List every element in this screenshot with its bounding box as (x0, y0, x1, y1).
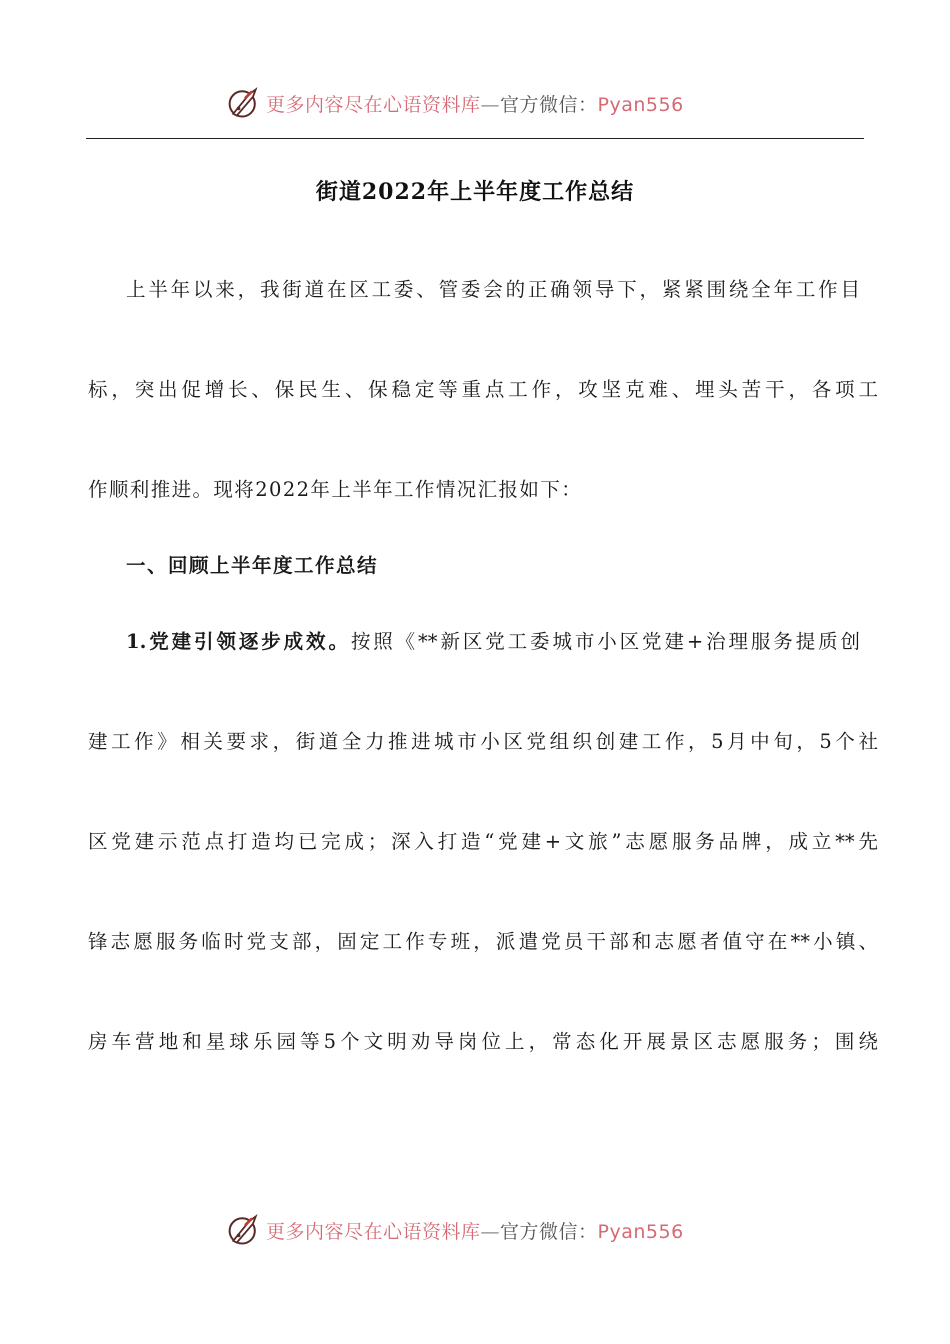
item1-line-1-text: 按照《**新区党工委城市小区党建+治理服务提质创 (350, 630, 860, 653)
item1-line-3: 区党建示范点打造均已完成；深入打造“党建+文旅”志愿服务品牌，成立**先 (88, 830, 878, 853)
banner-text (266, 90, 684, 117)
banner-content (226, 81, 684, 125)
section-heading: 一、回顾上半年度工作总结 (126, 554, 379, 577)
footer-wechat-label: 官方微信： (500, 1220, 598, 1243)
pen-nib-logo-icon (226, 85, 262, 121)
intro-line-3: 作顺利推进。现将2022年上半年工作情况汇报如下： (88, 478, 583, 501)
intro-line-1: 上半年以来，我街道在区工委、管委会的正确领导下，紧紧围绕全年工作目 (126, 278, 860, 301)
footer-banner-text (266, 1217, 684, 1244)
item1-line-4: 锋志愿服务临时党支部，固定工作专班，派遣党员干部和志愿者值守在**小镇、 (88, 930, 878, 953)
footer-banner-content (226, 1208, 684, 1252)
item1-line-1 (126, 626, 860, 654)
footer-site-name: 更多内容尽在心语资料库 (266, 1220, 481, 1243)
footer-wechat-id: Pyan556 (597, 1220, 684, 1243)
pen-nib-logo-icon (226, 1212, 262, 1248)
document-title: 街道2022年上半年度工作总结 (315, 179, 635, 205)
banner-wechat-id: Pyan556 (597, 93, 684, 116)
item1-lead: 1.党建引领逐步成效。 (126, 630, 351, 653)
footer-dash: — (480, 1220, 501, 1243)
header-banner (0, 81, 950, 125)
banner-dash: — (480, 93, 501, 116)
intro-line-2: 标，突出促增长、保民生、保稳定等重点工作，攻坚克难、埋头苦干，各项工 (88, 378, 878, 401)
footer-banner (0, 1208, 950, 1252)
item1-line-5: 房车营地和星球乐园等5个文明劝导岗位上，常态化开展景区志愿服务；围绕 (88, 1030, 878, 1053)
header-divider (86, 138, 864, 139)
item1-line-2: 建工作》相关要求，街道全力推进城市小区党组织创建工作，5月中旬，5个社 (88, 730, 878, 753)
banner-wechat-label: 官方微信： (500, 93, 598, 116)
banner-site-name: 更多内容尽在心语资料库 (266, 93, 481, 116)
